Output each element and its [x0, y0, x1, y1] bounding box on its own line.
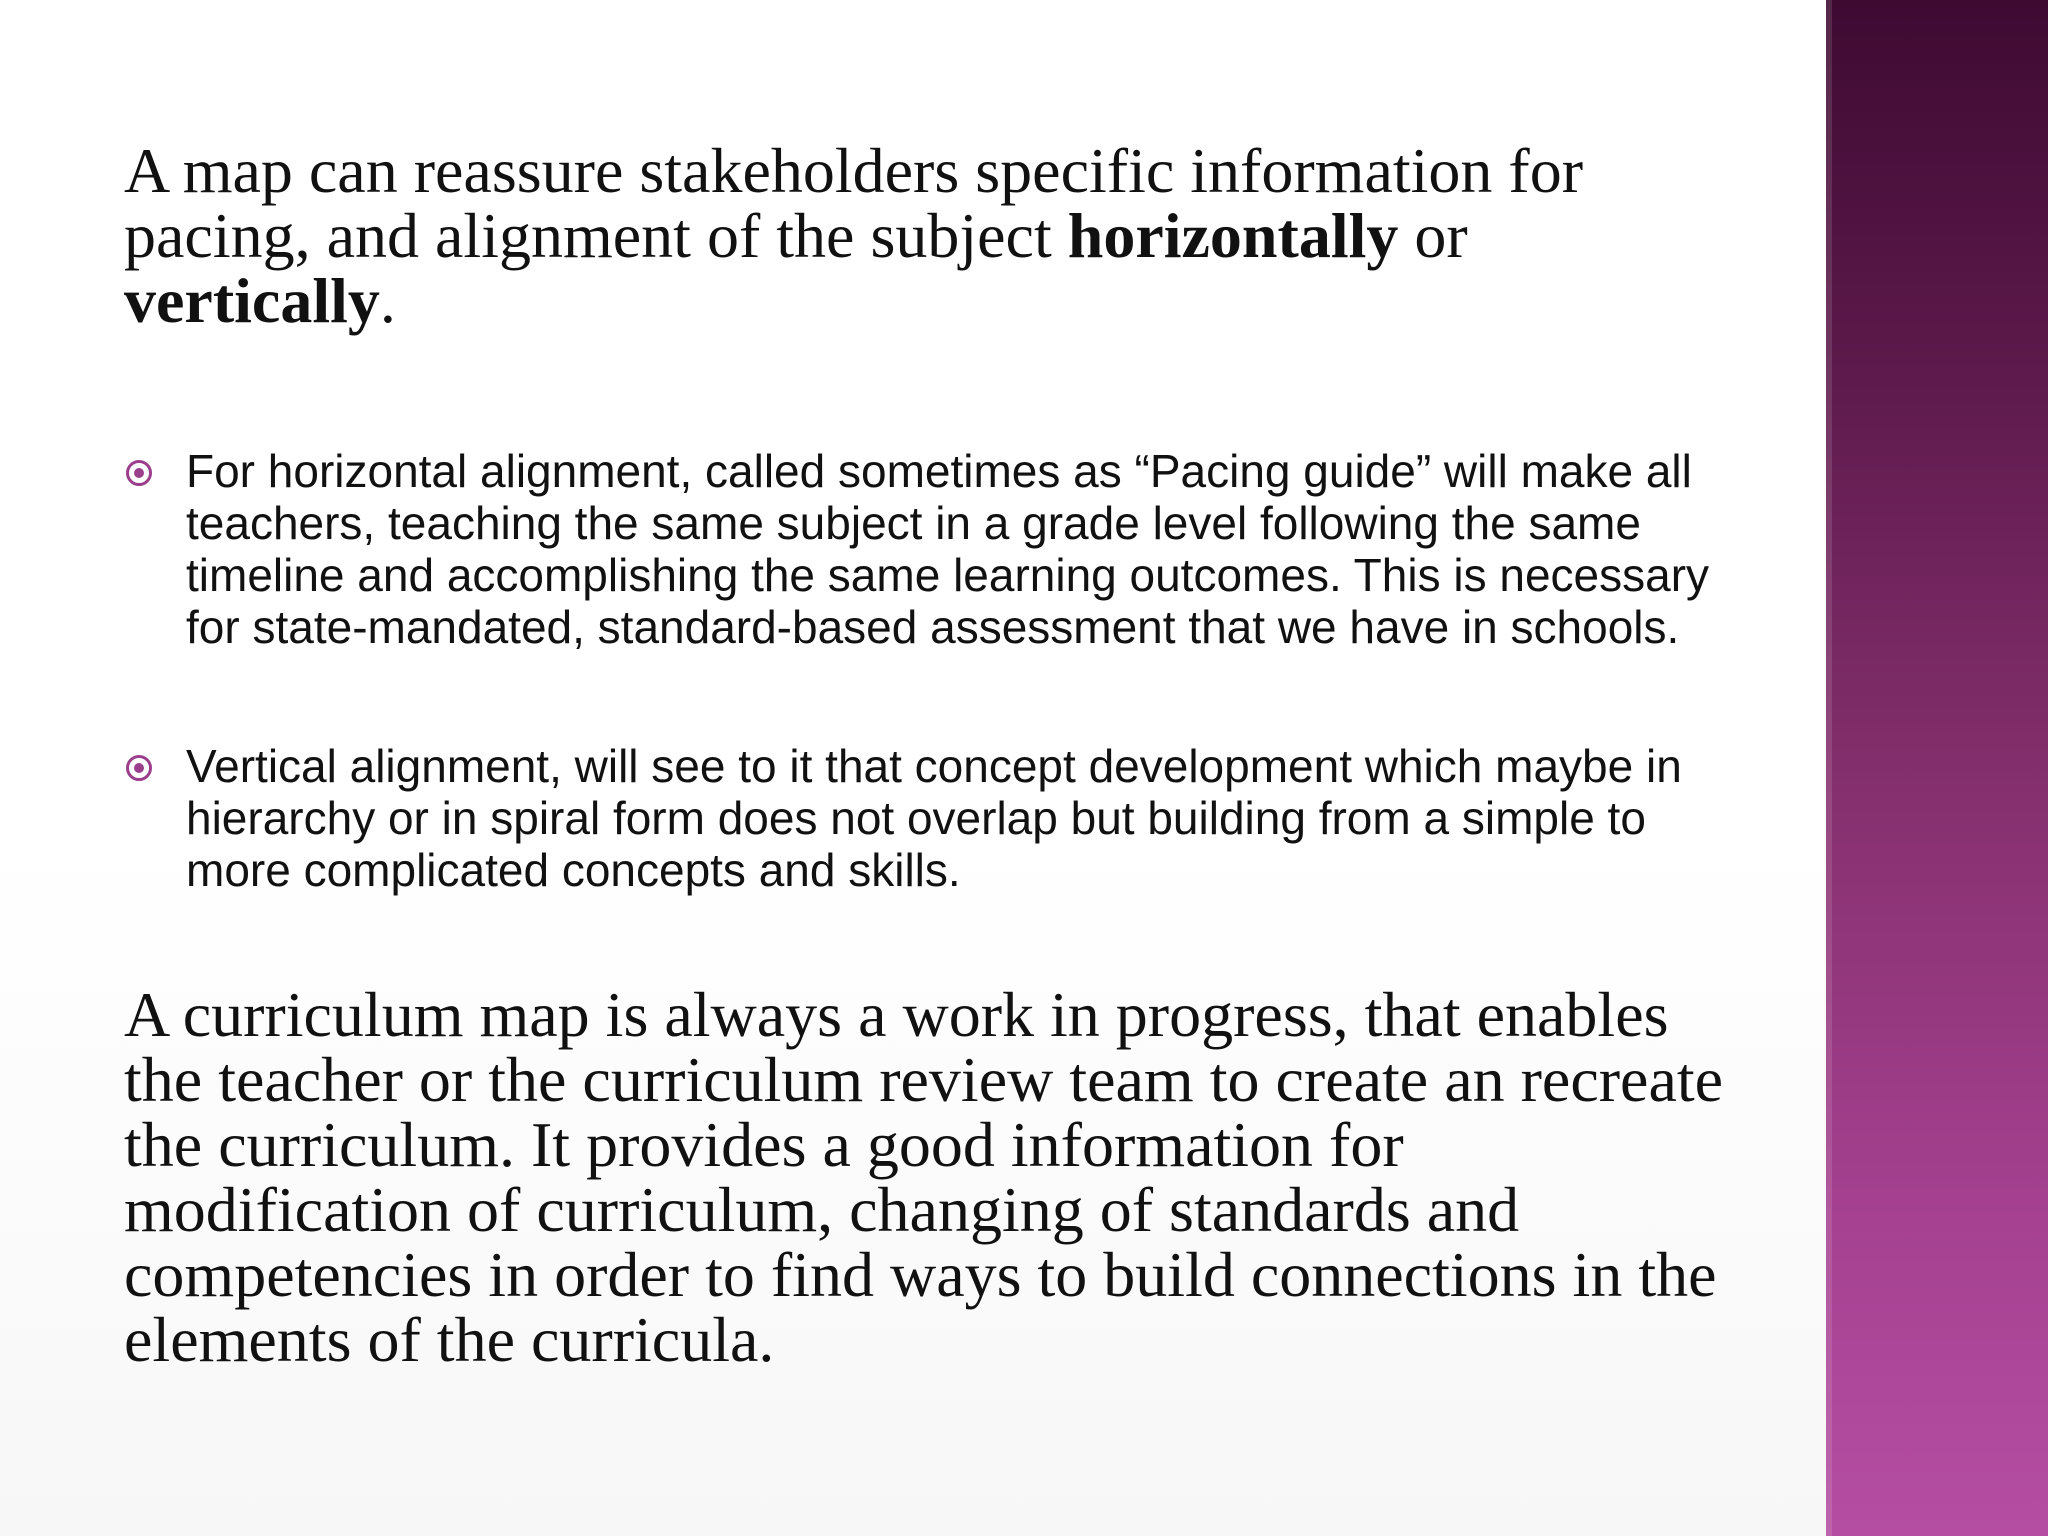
spacer — [124, 896, 1724, 982]
intro-connector: or — [1398, 200, 1468, 271]
intro-text: A map can reassure stakeholders specific information for pacing, and alignment of the subject — [124, 135, 1584, 271]
bullet-list — [124, 445, 1724, 896]
intro-period: . — [379, 265, 396, 336]
conclusion-paragraph: A curriculum map is always a work in progress, that enables the teacher or the curriculum review team to create an recreate the curriculum. It provides a good information for modification of curriculum, changing of standards and competencies in order to find ways to build connections in the elements of the curricula. — [124, 979, 1724, 1375]
bullet-text: For horizontal alignment, called sometimes as “Pacing guide” will make all teachers, teaching the same subject in a grade level following the same timeline and accomplishing the same learning outcomes. This is necessary for state-mandated, standard-based assessment that we have in schools. — [186, 445, 1710, 653]
bullet-circle-icon — [126, 755, 152, 781]
bullet-horizontal-alignment — [124, 445, 1724, 653]
spacer — [124, 333, 1724, 445]
slide-content — [124, 135, 1724, 1375]
intro-paragraph — [124, 135, 1724, 336]
horizontally-emphasis: horizontally — [1067, 200, 1399, 271]
vertically-emphasis: vertically — [124, 265, 380, 336]
bullet-text: Vertical alignment, will see to it that concept development which maybe in hierarchy or in spiral form does not overlap but building from a simple to more complicated concepts and skills. — [186, 740, 1682, 896]
bullet-vertical-alignment — [124, 740, 1724, 896]
decorative-side-bar — [1826, 0, 2048, 1536]
bullet-circle-icon — [126, 460, 152, 486]
